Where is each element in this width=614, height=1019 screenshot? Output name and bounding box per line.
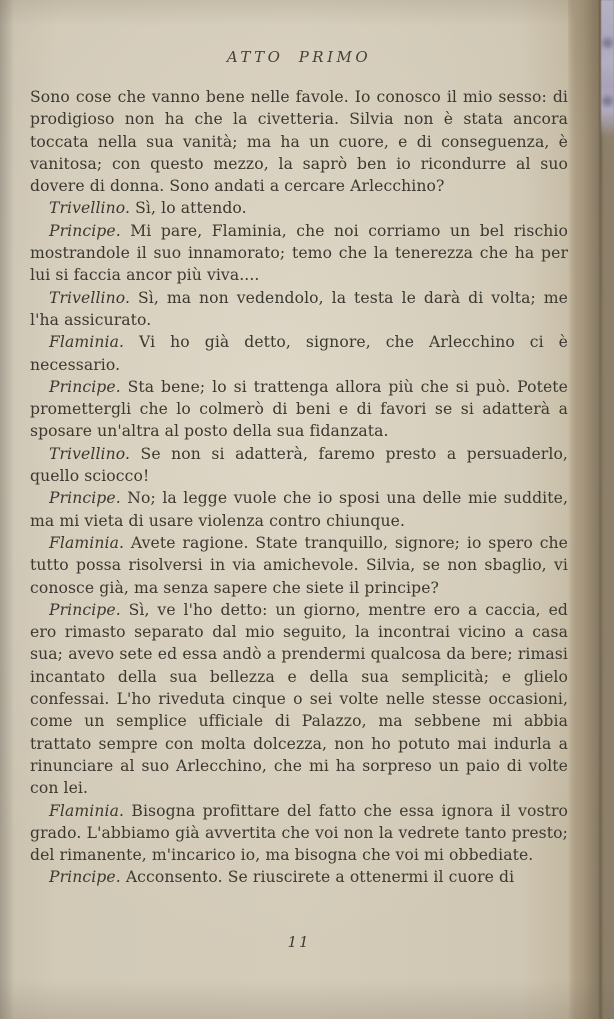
speaker-name: Principe.: [49, 868, 121, 887]
speaker-name: Principe.: [49, 221, 121, 240]
page-number: 11: [287, 933, 311, 951]
play-paragraph: Principe. No; la legge vuole che io sposi una delle mie suddite, ma mi vieta di usare violenza contro chiunque.: [30, 489, 568, 530]
speaker-name: Trivellino.: [49, 199, 131, 218]
speaker-name: Principe.: [49, 600, 121, 619]
play-paragraph: Flaminia. Avete ragione. State tranquillo, signore; io spero che tutto possa risolversi in via amichevole. Silvia, se non sbaglio, vi conosce già, ma senza sapere che siete il principe?: [30, 533, 568, 597]
play-paragraph: Principe. Mi pare, Flaminia, che noi corriamo un bel rischio mostrandole il suo innamorato; temo che la tenerezza che ha per lui si faccia ancor più viva....: [30, 221, 568, 285]
scan-smudge: [602, 38, 613, 48]
play-paragraph: Principe. Acconsento. Se riuscirete a ottenermi il cuore di: [49, 868, 515, 887]
background-sliver: [601, 0, 614, 138]
speaker-name: Flaminia.: [49, 801, 125, 820]
speaker-name: Principe.: [49, 377, 121, 396]
speaker-name: Principe.: [49, 489, 121, 508]
book-edge-crease: [599, 0, 602, 1019]
play-paragraph: Flaminia. Vi ho già detto, signore, che Arlecchino ci è necessario.: [30, 333, 568, 374]
play-paragraph: Sono cose che vanno bene nelle favole. Io conosco il mio sesso: di prodigioso non ha che la civetteria. Silvia non è stata ancora toccata nella sua vanità; ma ha un cuore, e di conseguenza, è vanitosa; con questo mezzo, la saprò ben io ricondurre al suo dovere di donna. Sono andati a cercare Arlecchino?: [30, 88, 568, 196]
play-paragraph: Trivellino. Sì, ma non vedendolo, la testa le darà di volta; me l'ha assicurato.: [30, 288, 568, 329]
speaker-name: Flaminia.: [49, 533, 125, 552]
scan-smudge: [602, 96, 613, 106]
play-paragraph: Trivellino. Se non si adatterà, faremo presto a persuaderlo, quello sciocco!: [30, 444, 568, 486]
speaker-name: Trivellino.: [49, 288, 131, 307]
play-paragraph: Principe. Sì, ve l'ho detto: un giorno, mentre ero a caccia, ed ero rimasto separato dal mio seguito, la incontrai vicino a casa sua; avevo sete ed essa andò a prendermi qualcosa da bere; rimasi incantato della sua bellezza e della sua semplicità; e glielo confessai. L'ho riveduta cinque o sei volte nelle stesse occasioni, come un semplice ufficiale di Palazzo, ma sebbene mi abbia trattato sempre con molta dolcezza, non ho potuto mai indurla a rinunciare al suo Arlecchino, che mi ha sorpreso un paio di volte con lei.: [30, 600, 568, 798]
play-paragraph: Principe. Sta bene; lo si trattenga allora più che si può. Potete promettergli che lo colmerò di beni e di favori se si adatterà a sposare un'altra al posto della sua fidanzata.: [30, 377, 568, 441]
running-head: ATTO PRIMO: [226, 48, 372, 66]
play-paragraph: Trivellino. Sì, lo attendo.: [49, 199, 247, 218]
speaker-name: Flaminia.: [49, 333, 125, 352]
book-edge-band: [568, 0, 614, 1019]
page-gutter-shadow: [0, 0, 14, 1019]
play-text-block: [30, 86, 568, 889]
play-paragraph: Flaminia. Bisogna profittare del fatto che essa ignora il vostro grado. L'abbiamo già avvertita che voi non la vedrete tanto presto; del rimanente, m'incarico io, ma bisogna che voi mi obbediate.: [30, 801, 568, 865]
speaker-name: Trivellino.: [49, 444, 131, 463]
